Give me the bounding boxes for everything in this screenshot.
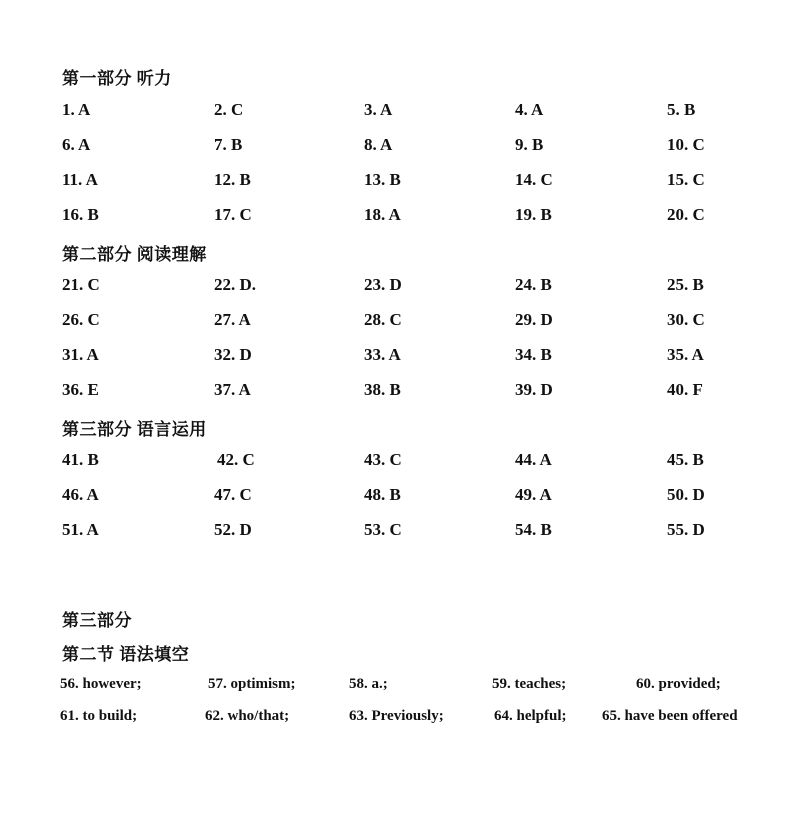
- answer-item: 34. B: [515, 345, 552, 364]
- answer-item: 45. B: [667, 450, 704, 469]
- answer-item: 13. B: [364, 170, 401, 189]
- answer-item: 60. provided;: [636, 676, 721, 692]
- answer-item: 2. C: [214, 100, 244, 119]
- answer-item: 26. C: [62, 310, 100, 329]
- section-heading-reading: 第二部分 阅读理解: [62, 245, 207, 264]
- answer-row: [0, 135, 800, 159]
- answer-row: [0, 676, 800, 700]
- answer-item: 17. C: [214, 205, 252, 224]
- answer-item: 61. to build;: [60, 708, 138, 724]
- answer-row: [0, 100, 800, 124]
- answer-item: 19. B: [515, 205, 552, 224]
- answer-row: [0, 708, 800, 732]
- answer-item: 23. D: [364, 275, 402, 294]
- answer-row: [0, 170, 800, 194]
- answer-item: 38. B: [364, 380, 401, 399]
- answer-item: 49. A: [515, 485, 552, 504]
- answer-row: [0, 450, 800, 474]
- answer-item: 54. B: [515, 520, 552, 539]
- answer-item: 43. C: [364, 450, 402, 469]
- answer-item: 36. E: [62, 380, 99, 399]
- answer-item: 8. A: [364, 135, 393, 154]
- answer-item: 48. B: [364, 485, 401, 504]
- answer-item: 15. C: [667, 170, 705, 189]
- answer-row: [0, 380, 800, 404]
- answer-item: 42. C: [217, 450, 255, 469]
- answer-item: 57. optimism;: [208, 676, 296, 692]
- answer-item: 7. B: [214, 135, 243, 154]
- part-heading: 第三部分: [62, 611, 132, 630]
- answer-item: 1. A: [62, 100, 91, 119]
- answer-item: 3. A: [364, 100, 393, 119]
- section-heading-grammar: 第二节 语法填空: [62, 645, 190, 664]
- answer-item: 31. A: [62, 345, 99, 364]
- answer-item: 63. Previously;: [349, 708, 444, 724]
- answer-item: 22. D.: [214, 275, 257, 294]
- answer-item: 50. D: [667, 485, 705, 504]
- answer-item: 11. A: [62, 170, 98, 189]
- answer-row: [0, 520, 800, 544]
- answer-item: 9. B: [515, 135, 544, 154]
- answer-item: 62. who/that;: [205, 708, 290, 724]
- answer-item: 41. B: [62, 450, 99, 469]
- answer-item: 58. a.;: [349, 676, 388, 692]
- answer-row: [0, 345, 800, 369]
- answer-item: 10. C: [667, 135, 705, 154]
- answer-item: 29. D: [515, 310, 553, 329]
- answer-item: 27. A: [214, 310, 251, 329]
- answer-item: 33. A: [364, 345, 401, 364]
- answer-item: 4. A: [515, 100, 544, 119]
- answer-item: 25. B: [667, 275, 704, 294]
- answer-row: [0, 310, 800, 334]
- section-heading-language-use: 第三部分 语言运用: [62, 420, 207, 439]
- answer-item: 65. have been offered: [602, 708, 738, 724]
- answer-item: 18. A: [364, 205, 401, 224]
- answer-item: 47. C: [214, 485, 252, 504]
- answer-item: 30. C: [667, 310, 705, 329]
- answer-item: 46. A: [62, 485, 99, 504]
- answer-item: 51. A: [62, 520, 99, 539]
- answer-item: 37. A: [214, 380, 251, 399]
- answer-item: 12. B: [214, 170, 251, 189]
- answer-item: 14. C: [515, 170, 553, 189]
- answer-item: 20. C: [667, 205, 705, 224]
- answer-item: 44. A: [515, 450, 552, 469]
- answer-row: [0, 205, 800, 229]
- answer-item: 56. however;: [60, 676, 142, 692]
- answer-item: 59. teaches;: [492, 676, 567, 692]
- answer-item: 64. helpful;: [494, 708, 567, 724]
- answer-row: [0, 275, 800, 299]
- answer-item: 6. A: [62, 135, 91, 154]
- answer-item: 40. F: [667, 380, 703, 399]
- answer-item: 53. C: [364, 520, 402, 539]
- section-heading-listening: 第一部分 听力: [62, 69, 172, 88]
- answer-item: 5. B: [667, 100, 696, 119]
- answer-item: 39. D: [515, 380, 553, 399]
- answer-row: [0, 485, 800, 509]
- answer-item: 55. D: [667, 520, 705, 539]
- answer-item: 16. B: [62, 205, 99, 224]
- answer-item: 28. C: [364, 310, 402, 329]
- answer-item: 21. C: [62, 275, 100, 294]
- answer-item: 35. A: [667, 345, 704, 364]
- answer-item: 52. D: [214, 520, 252, 539]
- answer-item: 32. D: [214, 345, 252, 364]
- answer-item: 24. B: [515, 275, 552, 294]
